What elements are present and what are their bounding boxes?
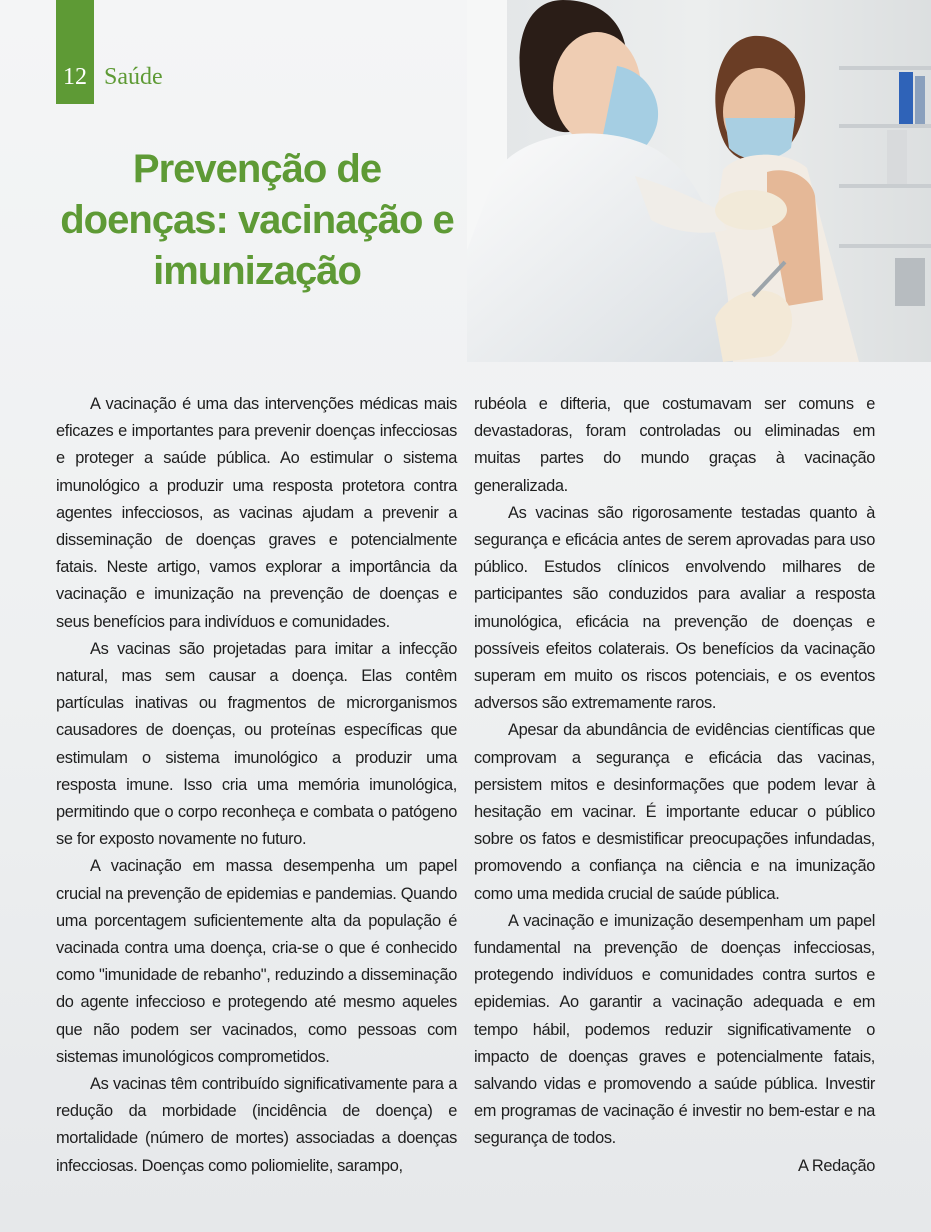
article-title: Prevenção de doenças: vacinação e imunização bbox=[60, 147, 454, 293]
article-paragraph: A vacinação em massa desempenha um papel crucial na prevenção de epidemias e pandemias. Quando uma porcentagem suficientemente alta da população é vacinada contra uma doença, cria-se o que é conhecido como "imunidade de rebanho", reduzindo a disseminação do agente infeccioso e protegendo até mesmo aqueles que não podem ser vacinados, como pessoas com sistemas imunológicos comprometidos. bbox=[56, 857, 457, 1066]
article-paragraph: A vacinação é uma das intervenções médicas mais eficazes e importantes para prevenir doenças infecciosas e proteger a saúde pública. Ao estimular o sistema imunológico a produzir uma resposta protetora contra agentes infecciosos, as vacinas ajudam a prevenir a disseminação de doenças graves e potencialmente fatais. Neste artigo, vamos explorar a importância da vacinação e imunização na prevenção de doenças e seus benefícios para indivíduos e comunidades. bbox=[56, 395, 457, 631]
article-paragraph: A vacinação e imunização desempenham um papel fundamental na prevenção de doenças infecciosas, protegendo indivíduos e comunidades contra surtos e epidemias. Ao garantir a vacinação adequada e em tempo hábil, podemos reduzir significativamente o impacto de doenças graves e potencialmente fatais, salvando vidas e promovendo a saúde pública. Investir em programas de vacinação é investir no bem-estar e na segurança de todos. bbox=[474, 911, 875, 1148]
article-paragraph: As vacinas são projetadas para imitar a infecção natural, mas sem causar a doença. Elas contêm partículas inativas ou fragmentos de microrganismos causadores de doenças, ou proteínas específicas que estimulam o sistema imunológico a produzir uma resposta imune. Isso cria uma memória imunológica, permitindo que o corpo reconheça e combata o patógeno se for exposto novamente no futuro. bbox=[56, 639, 457, 849]
page-number: 12 bbox=[63, 64, 87, 90]
article-column-left bbox=[56, 391, 457, 1180]
article-paragraph: rubéola e difteria, que costumavam ser comuns e devastadoras, foram controladas ou eliminadas em muitas partes do mundo graças à vacinação generalizada. bbox=[474, 395, 875, 495]
vaccination-photo-icon bbox=[467, 0, 931, 362]
article-paragraph: As vacinas são rigorosamente testadas quanto à segurança e eficácia antes de serem aprovadas para uso público. Estudos clínicos envolvendo milhares de participantes são conduzidos para avaliar a resposta imunológica, eficácia na prevenção de doenças e possíveis efeitos colaterais. Os benefícios da vacinação superam em muito os riscos potenciais, e os eventos adversos são extremamente raros. bbox=[474, 503, 875, 713]
article-paragraph: As vacinas têm contribuído significativamente para a redução da morbidade (incidência de doença) e mortalidade (número de mortes) associadas a doenças infecciosas. Doenças como poliomielite, sarampo, bbox=[56, 1075, 457, 1175]
article-signature: A Redação bbox=[797, 1156, 875, 1175]
article-column-right bbox=[474, 391, 875, 1180]
article-paragraph: Apesar da abundância de evidências científicas que comprovam a segurança e eficácia das vacinas, persistem mitos e desinformações que podem levar à hesitação em vacinar. É importante educar o público sobre os fatos e desmistificar preocupações infundadas, promovendo a confiança na ciência e na imunização como uma medida crucial de saúde pública. bbox=[474, 721, 875, 903]
section-name: Saúde bbox=[104, 64, 163, 90]
